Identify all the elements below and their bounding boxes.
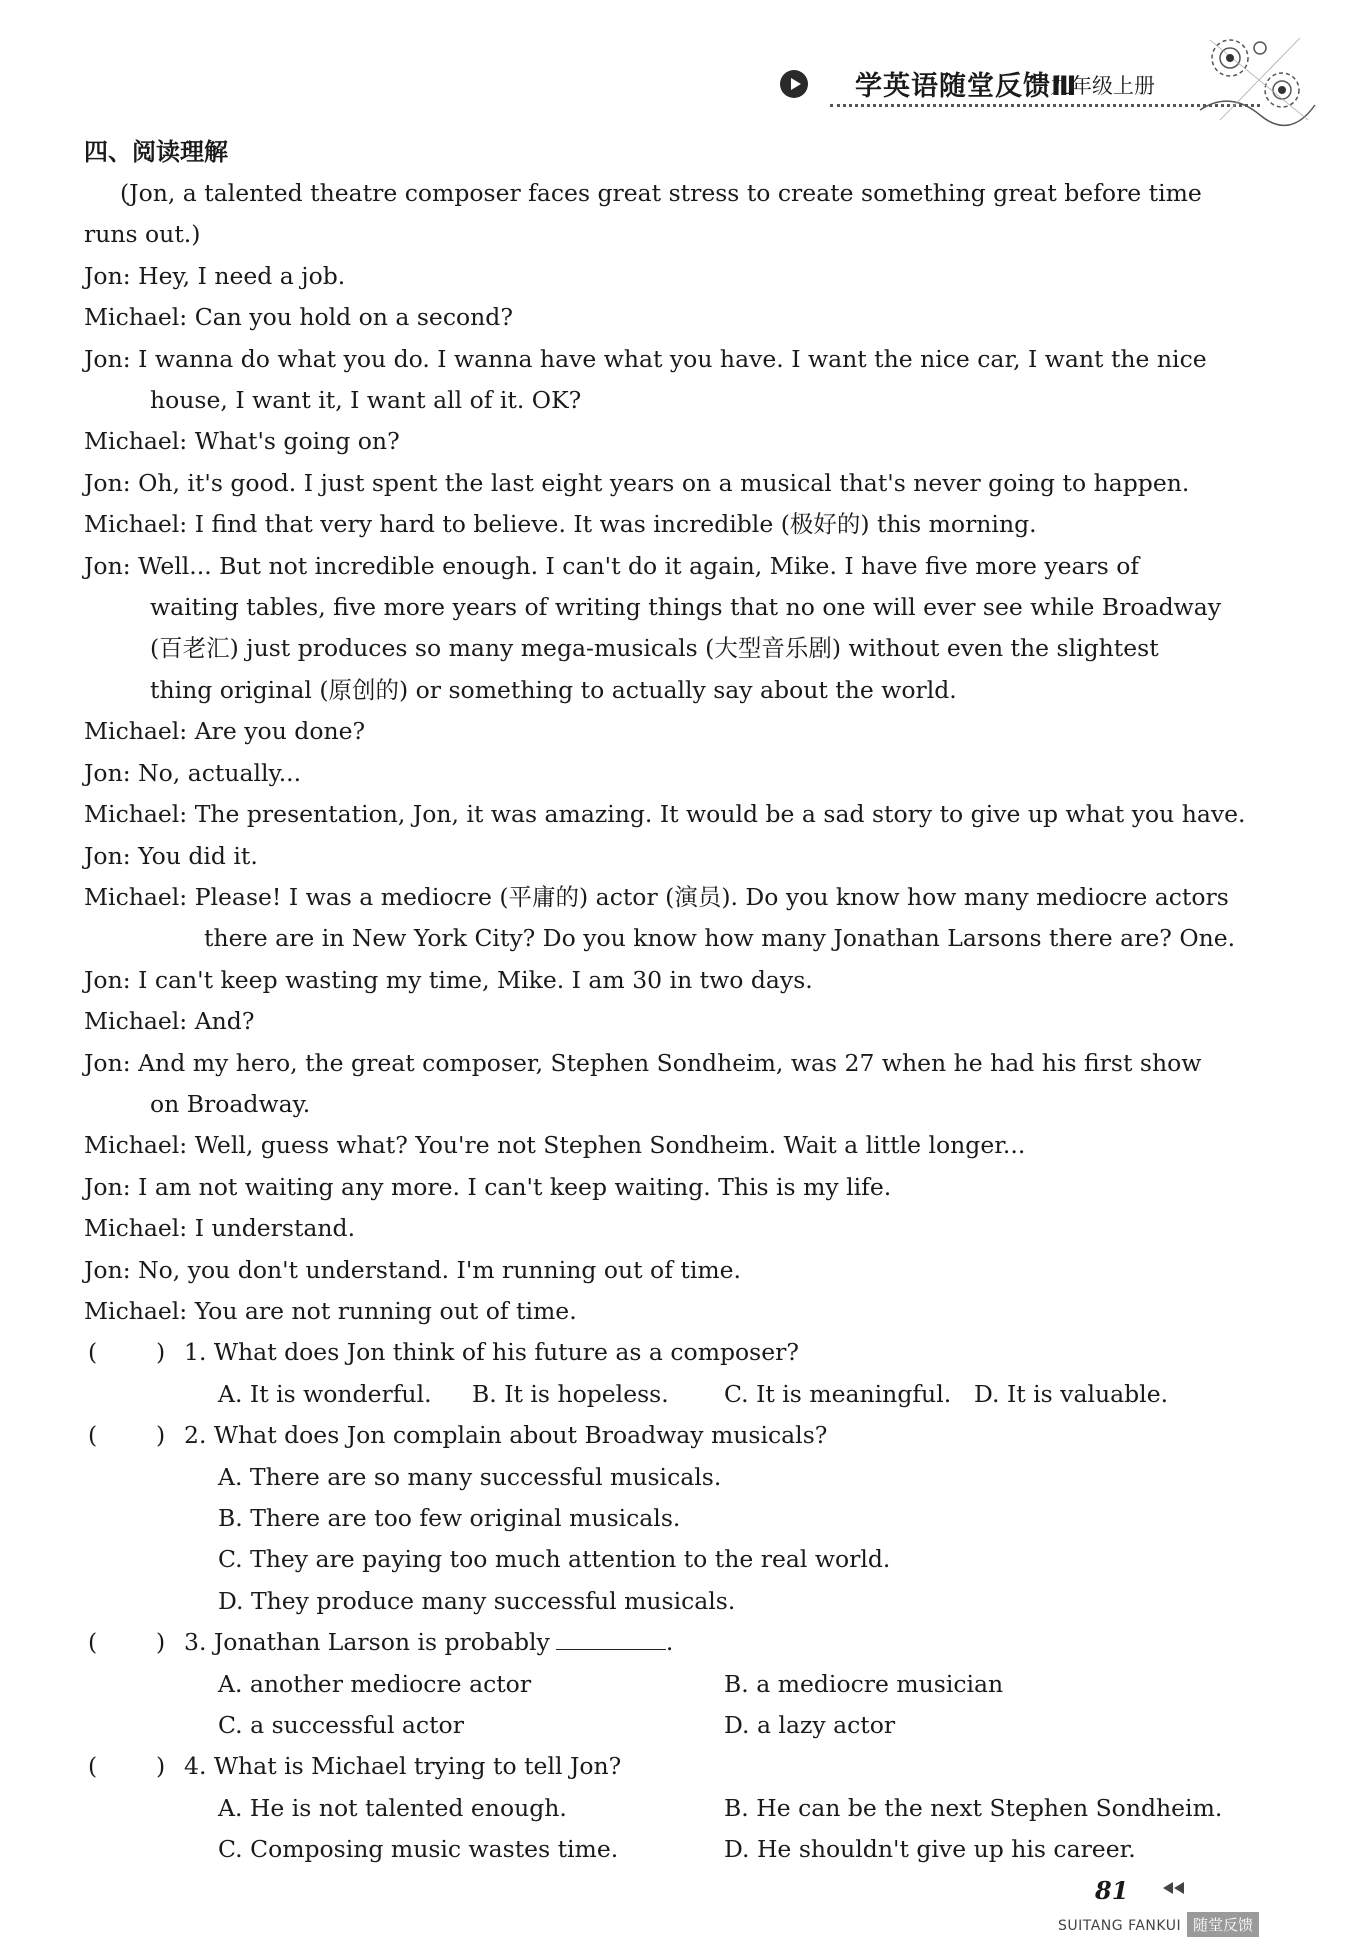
options-row — [84, 1829, 1244, 1870]
dialogue-line: Jon: Hey, I need a job. — [84, 261, 346, 290]
answer-blank-open[interactable]: ( — [88, 1752, 98, 1781]
dialogue-line: Michael: Well, guess what? You're not Stephen Sondheim. Wait a little longer... — [84, 1131, 1026, 1160]
options-row — [84, 1374, 1244, 1415]
options-row — [84, 1788, 1244, 1829]
question-end: . — [665, 1628, 674, 1657]
option-a[interactable]: A. another mediocre actor — [218, 1669, 532, 1698]
option-c[interactable]: C. Composing music wastes time. — [218, 1835, 619, 1864]
option-d[interactable]: D. They produce many successful musicals. — [218, 1586, 736, 1615]
option-b[interactable]: B. It is hopeless. — [472, 1379, 669, 1408]
dialogue-line: Jon: No, actually... — [84, 758, 302, 787]
dialogue-line: Michael: The presentation, Jon, it was amazing. It would be a sad story to give up what you have. — [84, 800, 1246, 829]
question-1 — [84, 1332, 1244, 1373]
dialogue-line: Michael: Can you hold on a second? — [84, 303, 513, 332]
dialogue-continuation: there are in New York City? Do you know how many Jonathan Larsons there are? One. — [204, 924, 1236, 953]
play-icon — [780, 70, 808, 98]
option-d[interactable]: D. It is valuable. — [974, 1379, 1169, 1408]
dialogue-line: Michael: And? — [84, 1007, 255, 1036]
option-d[interactable]: D. a lazy actor — [724, 1710, 896, 1739]
dialogue-continuation: (百老汇) just produces so many mega-musicals (大型音乐剧) without even the slightest — [150, 634, 1159, 663]
option-b[interactable]: B. There are too few original musicals. — [218, 1503, 681, 1532]
dialogue-line: Jon: I can't keep wasting my time, Mike. I am 30 in two days. — [84, 965, 813, 994]
option-a[interactable]: A. It is wonderful. — [218, 1379, 432, 1408]
question-text: 1. What does Jon think of his future as a composer? — [184, 1338, 799, 1367]
dialogue-line: Jon: You did it. — [84, 841, 258, 870]
question-4 — [84, 1746, 1244, 1787]
reading-section — [84, 134, 1244, 1870]
question-2 — [84, 1415, 1244, 1456]
answer-blank-open[interactable]: ( — [88, 1628, 98, 1657]
dialogue-line: Michael: Please! I was a mediocre (平庸的) actor (演员). Do you know how many mediocre actors — [84, 882, 1229, 911]
dialogue-line: Michael: I find that very hard to believe. It was incredible (极好的) this morning. — [84, 510, 1037, 539]
dialogue-line: Michael: What's going on? — [84, 427, 400, 456]
option-b[interactable]: B. a mediocre musician — [724, 1669, 1004, 1698]
options-row — [84, 1581, 1244, 1622]
dialogue-continuation: on Broadway. — [150, 1089, 311, 1118]
options-row — [84, 1457, 1244, 1498]
option-b[interactable]: B. He can be the next Stephen Sondheim. — [724, 1793, 1223, 1822]
option-c[interactable]: C. a successful actor — [218, 1710, 464, 1739]
question-text: 3. Jonathan Larson is probably — [184, 1628, 550, 1657]
options-row — [84, 1705, 1244, 1746]
answer-blank-close: ) — [156, 1338, 166, 1367]
option-d[interactable]: D. He shouldn't give up his career. — [724, 1835, 1136, 1864]
intro-line: (Jon, a talented theatre composer faces great stress to create something great before time — [120, 179, 1202, 207]
dialogue-line: Jon: Well... But not incredible enough. I can't do it again, Mike. I have five more years of — [84, 551, 1140, 580]
intro-line: runs out.) — [84, 220, 201, 249]
options-row — [84, 1498, 1244, 1539]
fill-in-blank[interactable] — [556, 1625, 666, 1650]
dialogue-continuation: house, I want it, I want all of it. OK? — [150, 386, 582, 415]
answer-blank-open[interactable]: ( — [88, 1421, 98, 1450]
question-3 — [84, 1622, 1244, 1663]
question-text: 2. What does Jon complain about Broadway musicals? — [184, 1421, 828, 1450]
dialogue-line: Jon: I am not waiting any more. I can't keep waiting. This is my life. — [84, 1172, 892, 1201]
option-c[interactable]: C. They are paying too much attention to the real world. — [218, 1545, 891, 1574]
footer-english-label: SUITANG FANKUI — [1058, 1918, 1182, 1934]
footer-chinese-label: 随堂反馈 — [1187, 1912, 1259, 1937]
section-title: 四、阅读理解 — [84, 138, 228, 166]
dialogue-line: Jon: I wanna do what you do. I wanna have what you have. I want the nice car, I want the nice — [84, 344, 1207, 373]
question-text: 4. What is Michael trying to tell Jon? — [184, 1752, 622, 1781]
dialogue-continuation: thing original (原创的) or something to actually say about the world. — [150, 675, 957, 704]
option-a[interactable]: A. There are so many successful musicals. — [218, 1462, 722, 1491]
dialogue-line: Jon: And my hero, the great composer, Stephen Sondheim, was 27 when he had his first show — [84, 1048, 1202, 1077]
book-title: 学英语随堂反馈Ⅲ — [855, 71, 1078, 102]
answer-blank-close: ) — [156, 1421, 166, 1450]
grade-label: 九年级上册 — [1050, 74, 1155, 98]
flower-decoration-icon — [1190, 20, 1320, 130]
answer-blank-open[interactable]: ( — [88, 1338, 98, 1367]
dialogue-line: Michael: I understand. — [84, 1214, 356, 1243]
dialogue-continuation: waiting tables, five more years of writing things that no one will ever see while Broadway — [150, 593, 1222, 622]
dialogue-line: Michael: Are you done? — [84, 717, 366, 746]
dialogue-line: Michael: You are not running out of time. — [84, 1296, 577, 1325]
answer-blank-close: ) — [156, 1752, 166, 1781]
dialogue-line: Jon: No, you don't understand. I'm running out of time. — [84, 1255, 741, 1284]
double-arrow-left-icon — [1163, 1882, 1185, 1894]
question-text-wrap — [184, 1622, 673, 1663]
page-number: 81 — [1095, 1876, 1129, 1905]
dialogue-line: Jon: Oh, it's good. I just spent the last eight years on a musical that's never going to happen. — [84, 468, 1190, 497]
options-row — [84, 1539, 1244, 1580]
answer-blank-close: ) — [156, 1628, 166, 1657]
options-row — [84, 1664, 1244, 1705]
option-a[interactable]: A. He is not talented enough. — [218, 1793, 567, 1822]
option-c[interactable]: C. It is meaningful. — [724, 1379, 952, 1408]
